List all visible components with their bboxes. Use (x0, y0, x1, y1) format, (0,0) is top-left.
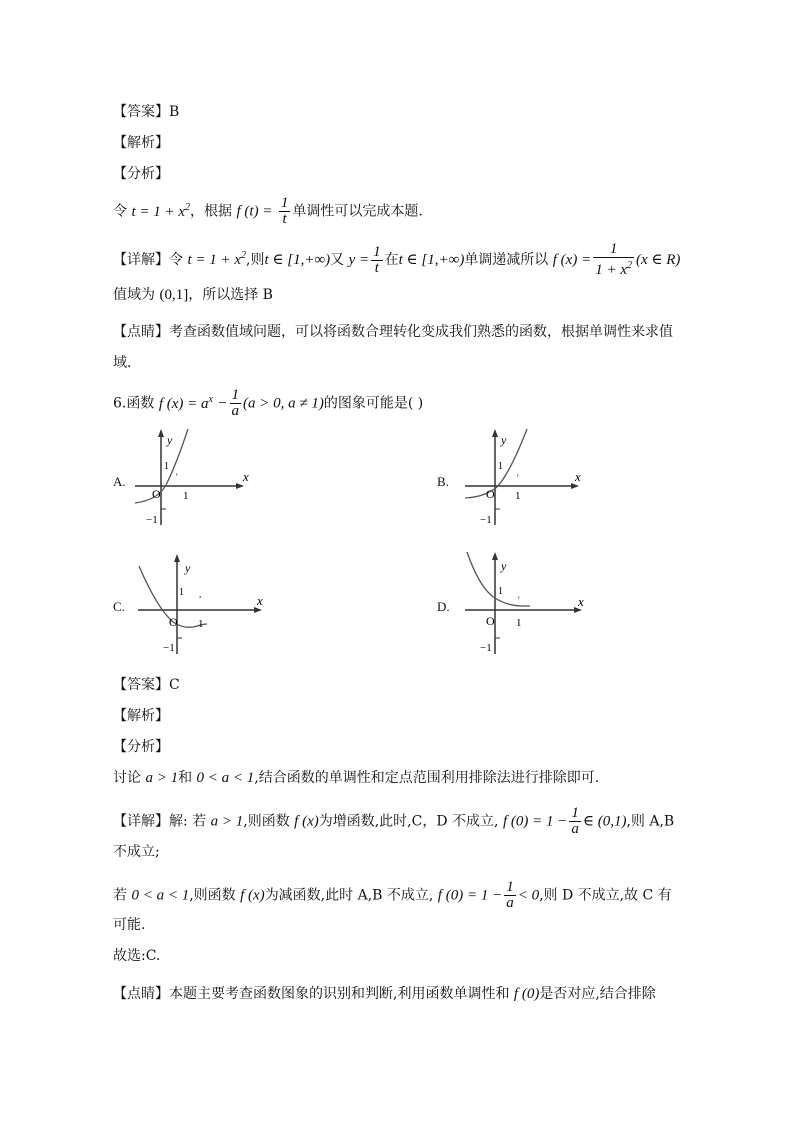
q6-number: 6.函数 (113, 395, 155, 412)
range-text: 值域为 (113, 287, 155, 303)
origin-label: O (152, 487, 161, 501)
fraction-fx (593, 242, 634, 278)
detail-domain: (x ∈ R) (635, 252, 681, 268)
detail-3f: f (0) = 1 − (437, 887, 503, 904)
q6-fx: f $(x) = a^x$ (158, 393, 213, 412)
range-suffix: ，所以选择 B (188, 287, 273, 303)
tick-1-mark: ' (517, 473, 519, 483)
frac-den-1px2: $1 + x^2$ (595, 260, 632, 278)
fraction-1-over-t-2 (371, 245, 383, 276)
answer-tag: 【答案】 (113, 677, 169, 693)
t-eq-text: t = 1 + x (131, 203, 186, 220)
q5-analysis-tag: 【解析】 (113, 135, 169, 151)
tick-1-label: 1 (183, 490, 189, 502)
detail-1d: f (x) (294, 813, 319, 830)
frac-den: t (374, 259, 379, 276)
q6-answer-line (113, 675, 693, 695)
origin-label: O (486, 487, 495, 501)
graph-a (130, 425, 250, 530)
tick-1-label: 1 (198, 618, 204, 630)
detail-1h: ,则 A,B (626, 813, 675, 830)
q5-comment-line2: 域. (113, 355, 132, 371)
option-a-label: A. (113, 474, 126, 489)
q6-detail-line3 (113, 880, 693, 911)
q5-fenxi-tag: 【分析】 (113, 166, 169, 182)
y-label: y (167, 433, 173, 447)
detail-fx: f (x) = (552, 252, 592, 268)
detail-t-in2: t ∈ [1,+∞) (398, 252, 465, 268)
detail-3d: f (x) (240, 887, 265, 904)
fraction-1-over-a (569, 806, 581, 837)
detail-3h: ,则 D 不成立,故 C 有 (539, 887, 672, 904)
comment-text: 考查函数值域问题，可以将函数合理转化变成我们熟悉的函数，根据单调性来求值 (169, 324, 673, 340)
fenxi-a: 讨论 (113, 770, 141, 786)
q6-fx-text: f (x) = a (158, 395, 209, 412)
fraction-1-over-a (230, 388, 242, 419)
y-arrow-icon (492, 552, 498, 560)
comment-tag: 【点睛】 (113, 324, 169, 340)
detail-then: ,则 (246, 252, 265, 268)
tick-y1-label: 1 (179, 587, 184, 598)
answer-value: C (169, 677, 180, 693)
detail-y-eq: y = (348, 252, 370, 268)
detail-1c: ,则函数 (243, 813, 290, 830)
frac-den: t (282, 211, 287, 227)
frac-den: a (231, 403, 240, 419)
tick-neg1-label: −1 (480, 514, 492, 526)
option-c-label: C. (113, 599, 125, 614)
answer-value: B (169, 104, 180, 120)
tick-neg1-label: −1 (146, 514, 158, 526)
ft-expression: f (t) = (236, 203, 273, 220)
detail-zai: 在 (384, 252, 399, 268)
frac-num: 1 (231, 387, 240, 403)
option-d-label: D. (437, 599, 450, 614)
detail-you: 又 (330, 252, 345, 268)
tick-1-label: 1 (516, 617, 522, 629)
y-arrow-icon (158, 429, 164, 437)
detail-t-eq-text: t = 1 + x (187, 252, 242, 268)
q6-detail-line2: 不成立; (113, 844, 160, 860)
q5-fenxi-line (113, 196, 693, 227)
frac-num: 1 (280, 195, 289, 211)
graph-c (133, 550, 273, 660)
detail-3e: 为减函数,此时 A,B 不成立, (264, 887, 434, 904)
tick-y1-label: 1 (498, 461, 503, 472)
fenxi-a2: 0 < a < 1 (196, 770, 255, 786)
detail-ling: 令 (169, 252, 183, 268)
detail-1e: 为增函数,此时,C，D 不成立, (318, 813, 499, 830)
graph-d (460, 548, 590, 660)
range-interval: (0,1] (159, 287, 189, 303)
origin-label: O (486, 614, 495, 628)
fenxi-rest: ,结合函数的单调性和定点范围利用排除法进行排除即可. (254, 770, 600, 786)
tick-1-mark: , (199, 589, 202, 599)
q6-fenxi-tag: 【分析】 (113, 739, 169, 755)
y-arrow-icon (174, 554, 180, 562)
detail-3a: 若 (113, 887, 127, 904)
q6-choose-line: 故选:C. (113, 948, 161, 964)
detail-tag: 【详解】 (113, 252, 169, 268)
detail-tag: 【详解】 (113, 813, 169, 830)
y-label: y (501, 433, 507, 447)
detail-3b: 0 < a < 1 (131, 887, 190, 904)
fraction-1-over-t (279, 196, 291, 227)
fenxi-prefix: 令 (113, 203, 127, 220)
q6-analysis-tag: 【解析】 (113, 708, 169, 724)
fenxi-a1: a > 1 (145, 770, 179, 786)
q6-stem (113, 388, 693, 419)
x-label: x (575, 469, 581, 484)
detail-1f: f (0) = 1 − (502, 813, 568, 830)
curve (465, 429, 527, 498)
frac-num: 1 (571, 805, 579, 821)
tick-1-mark: ' (518, 595, 520, 605)
detail-t-in: t ∈ [1,+∞) (264, 252, 331, 268)
y-label: y (185, 561, 191, 575)
q5-answer-line (113, 102, 693, 122)
comment-a: 本题主要考查函数图象的识别和判断,利用函数单调性和 (169, 986, 510, 1002)
q6-suffix: 的图象可能是( ) (323, 395, 424, 412)
comment-b: 是否对应,结合排除 (539, 986, 656, 1002)
fraction-1-over-a-2 (504, 880, 516, 911)
q6-comment-line (113, 984, 693, 1004)
q6-fenxi-line (113, 768, 693, 788)
detail-1a: 解: 若 (169, 813, 207, 830)
tick-1-mark: ' (176, 472, 178, 482)
curve (467, 552, 530, 606)
q5-detail-line (113, 242, 693, 278)
den-text: 1 + x (595, 262, 627, 278)
frac-num: 1 (593, 242, 634, 258)
tick-neg1-label: −1 (480, 642, 492, 654)
detail-1b: a > 1 (210, 813, 244, 830)
x-label: x (243, 469, 249, 484)
tick-neg1-label: −1 (163, 642, 175, 654)
frac-den: a (571, 821, 579, 837)
q6-detail-line4: 可能. (113, 917, 146, 933)
detail-1g: ∈ (0,1) (582, 813, 627, 830)
q6-minus: − (217, 395, 228, 412)
tick-y1-label: 1 (164, 461, 169, 472)
q6-cond: (a > 0, a ≠ 1) (243, 395, 324, 412)
q5-comment-line1 (113, 322, 693, 342)
frac-den: a (506, 895, 514, 911)
x-label: x (578, 594, 584, 609)
detail-3c: ,则函数 (189, 887, 236, 904)
answer-tag: 【答案】 (113, 104, 169, 120)
option-b-label: B. (437, 474, 449, 489)
fenxi-mid: ，根据 (190, 203, 233, 220)
q5-range-line (113, 285, 693, 305)
detail-3g: < 0 (517, 887, 540, 904)
fenxi-he: 和 (178, 770, 193, 786)
y-label: y (501, 559, 507, 573)
t-equation: $t = 1 + x^2$ (131, 201, 191, 220)
detail-t-eq: $t = 1 + x^2$ (187, 250, 247, 268)
fenxi-suffix: 单调性可以完成本题. (292, 203, 423, 220)
origin-label: O (169, 615, 178, 629)
frac-num: 1 (506, 879, 514, 895)
tick-y1-label: 1 (498, 586, 503, 597)
x-label: x (257, 593, 263, 608)
comment-f0: f (0) (513, 986, 540, 1002)
comment-tag: 【点睛】 (113, 986, 169, 1002)
frac-num: 1 (373, 243, 381, 260)
detail-mono: 单调递减所以 (464, 252, 549, 268)
y-arrow-icon (492, 429, 498, 437)
tick-1-label: 1 (515, 490, 521, 502)
graph-b (460, 425, 585, 530)
q6-detail-line1 (113, 806, 693, 837)
